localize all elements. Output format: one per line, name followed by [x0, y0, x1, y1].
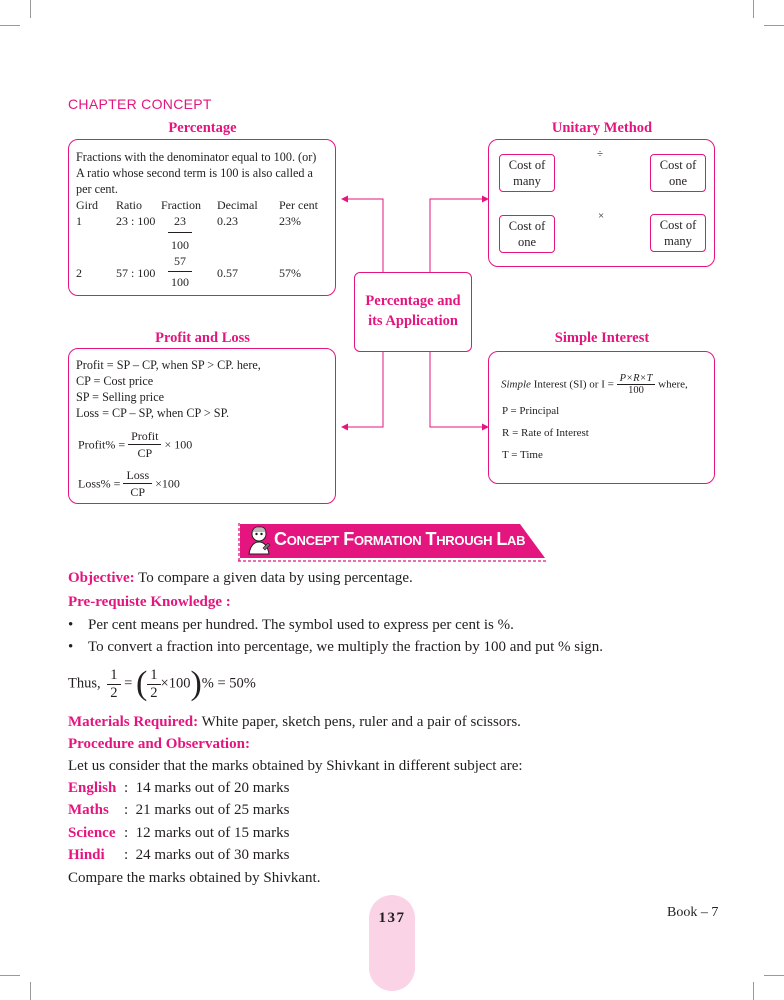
right-paren: )	[190, 665, 202, 702]
marks-row	[68, 847, 289, 864]
formula-where: where,	[658, 378, 688, 391]
center-topic-box	[354, 272, 472, 352]
sp-line: SP = Selling price	[76, 390, 165, 404]
materials-line	[68, 714, 521, 731]
formula-rhs: ×100	[155, 476, 180, 491]
center-topic-line: Percentage and	[365, 293, 461, 309]
marks-row	[68, 825, 289, 842]
center-topic-line: its Application	[368, 313, 458, 329]
fraction-numerator: 1	[107, 667, 120, 685]
colon: :	[124, 802, 136, 818]
profit-loss-box	[68, 348, 336, 504]
fraction	[147, 667, 160, 702]
bullet-dot: •	[68, 639, 74, 655]
crop-mark	[0, 975, 20, 976]
fraction-denominator: 100	[171, 238, 189, 252]
table-cell: 57%	[279, 266, 301, 280]
table-cell: 0.57	[217, 266, 238, 280]
formula-lhs: Profit% =	[78, 437, 126, 452]
fraction-numerator: Loss	[123, 467, 152, 484]
fraction-numerator: 57	[168, 253, 192, 272]
crop-mark	[764, 975, 784, 976]
table-cell: 0.23	[217, 214, 238, 228]
fraction-numerator: P×R×T	[617, 373, 656, 385]
fraction-denominator: 2	[110, 684, 118, 701]
unitary-heading: Unitary Method	[551, 120, 653, 136]
unitary-box	[488, 139, 715, 267]
fraction	[128, 428, 161, 461]
subject-label: Hindi	[68, 847, 105, 863]
banner-letter: T	[425, 529, 437, 549]
banner-word: ORMATION	[353, 533, 422, 548]
cost-of-many-box: Cost of many	[499, 154, 555, 192]
marks-value: 24 marks out of 30 marks	[135, 847, 290, 863]
multiply-operator: ×	[598, 210, 605, 222]
marks-value: 21 marks out of 25 marks	[135, 802, 290, 818]
fraction-numerator: 1	[147, 667, 160, 685]
procedure-heading: Procedure and Observation:	[68, 736, 250, 752]
profit-line: Profit = SP – CP, when SP > CP. here,	[76, 358, 261, 372]
bullet-text: Per cent means per hundred. The symbol used to express per cent is %.	[88, 617, 514, 633]
fraction-numerator: Profit	[128, 428, 161, 445]
materials-label: Materials Required:	[68, 714, 199, 730]
fraction	[617, 373, 656, 396]
subject-label: Science	[68, 825, 116, 841]
simple-interest-box	[488, 351, 715, 484]
col-header-fraction: Fraction	[161, 198, 201, 212]
equals-sign: =	[124, 675, 133, 692]
table-cell: 57 : 100	[116, 266, 156, 280]
marks-row	[68, 780, 289, 797]
thus-result: % = 50%	[201, 675, 256, 692]
cost-of-many-box: Cost of many	[650, 214, 706, 252]
marks-value: 14 marks out of 20 marks	[135, 780, 290, 796]
formula-label-italic: Simple	[501, 378, 531, 391]
objective-line	[68, 570, 413, 587]
col-header-gird: Gird	[76, 198, 98, 212]
objective-text: To compare a given data by using percentage.	[138, 570, 413, 586]
marks-value: 12 marks out of 15 marks	[135, 825, 290, 841]
cost-of-one-box: Cost of one	[499, 215, 555, 253]
formula-lhs: Loss% =	[78, 476, 121, 491]
fraction-denominator: 100	[171, 275, 189, 289]
formula-rhs: × 100	[164, 437, 193, 452]
subject-label: Maths	[68, 802, 109, 818]
crop-mark	[753, 982, 754, 1000]
marks-row	[68, 802, 289, 819]
book-label: Book – 7	[667, 905, 719, 920]
objective-label: Objective:	[68, 570, 135, 586]
fraction	[168, 253, 192, 290]
bullet-dot: •	[68, 617, 74, 633]
page-number: 137	[378, 910, 406, 926]
left-paren: (	[135, 665, 148, 702]
table-cell: 1	[76, 214, 82, 228]
scientist-icon	[246, 525, 272, 555]
time-definition: T = Time	[502, 449, 543, 461]
consider-text: Let us consider that the marks obtained by Shivkant in different subject are:	[68, 758, 523, 774]
compare-text: Compare the marks obtained by Shivkant.	[68, 870, 321, 886]
profit-percent-formula	[78, 428, 192, 461]
table-cell: 2	[76, 266, 82, 280]
percentage-box	[68, 139, 336, 296]
fraction-denominator: 100	[628, 385, 644, 396]
rate-definition: R = Rate of Interest	[502, 427, 589, 439]
divide-operator: ÷	[597, 148, 604, 160]
table-cell: 23%	[279, 214, 301, 228]
banner-word: ONCEPT	[286, 533, 340, 548]
banner-letter: F	[343, 529, 354, 549]
bullet-text: To convert a fraction into percentage, we multiply the fraction by 100 and put % sign.	[88, 639, 604, 655]
banner-word: AB	[507, 533, 526, 548]
banner-letter: C	[274, 529, 287, 549]
fraction	[107, 667, 120, 702]
banner-letter: L	[496, 529, 508, 549]
percentage-intro	[76, 149, 332, 197]
loss-line: Loss = CP – SP, when CP > SP.	[76, 406, 230, 420]
table-cell: 23 : 100	[116, 214, 156, 228]
col-header-percent: Per cent	[279, 198, 318, 212]
col-header-decimal: Decimal	[217, 198, 258, 212]
bullet-item	[68, 639, 603, 656]
col-header-ratio: Ratio	[116, 198, 142, 212]
cost-of-one-box: Cost of one	[650, 154, 706, 192]
percentage-heading: Percentage	[168, 120, 237, 136]
concept-lab-banner	[238, 523, 548, 564]
crop-mark	[30, 982, 31, 1000]
thus-label: Thus,	[68, 675, 101, 692]
percentage-intro-line: per cent.	[76, 182, 118, 196]
colon: :	[124, 780, 136, 796]
fraction-denominator: CP	[137, 446, 153, 460]
cp-line: CP = Cost price	[76, 374, 154, 388]
simple-interest-heading: Simple Interest	[554, 330, 650, 346]
profit-loss-heading: Profit and Loss	[155, 330, 250, 346]
percentage-intro-line: Fractions with the denominator equal to 100. (or)	[76, 150, 317, 164]
fraction	[123, 467, 152, 500]
loss-percent-formula	[78, 467, 180, 500]
chapter-concept-label: CHAPTER CONCEPT	[68, 96, 212, 112]
prerequisite-heading: Pre-requiste Knowledge :	[68, 594, 231, 610]
simple-interest-formula	[501, 373, 688, 396]
fraction	[168, 213, 192, 253]
fraction-denominator: CP	[130, 485, 146, 499]
banner-title	[274, 529, 525, 550]
times-hundred: ×100	[160, 675, 191, 692]
thus-equation	[68, 665, 256, 703]
formula-label: Interest (SI) or I =	[533, 378, 614, 391]
colon: :	[124, 847, 136, 863]
fraction-denominator: 2	[150, 684, 158, 701]
principal-definition: P = Principal	[502, 405, 560, 417]
materials-text: White paper, sketch pens, ruler and a pair of scissors.	[201, 714, 521, 730]
bullet-item	[68, 617, 514, 634]
percentage-intro-line: A ratio whose second term is 100 is also called a	[76, 166, 313, 180]
fraction-numerator: 23	[168, 213, 192, 233]
subject-label: English	[68, 780, 117, 796]
colon: :	[124, 825, 136, 841]
banner-word: HROUGH	[436, 533, 493, 548]
